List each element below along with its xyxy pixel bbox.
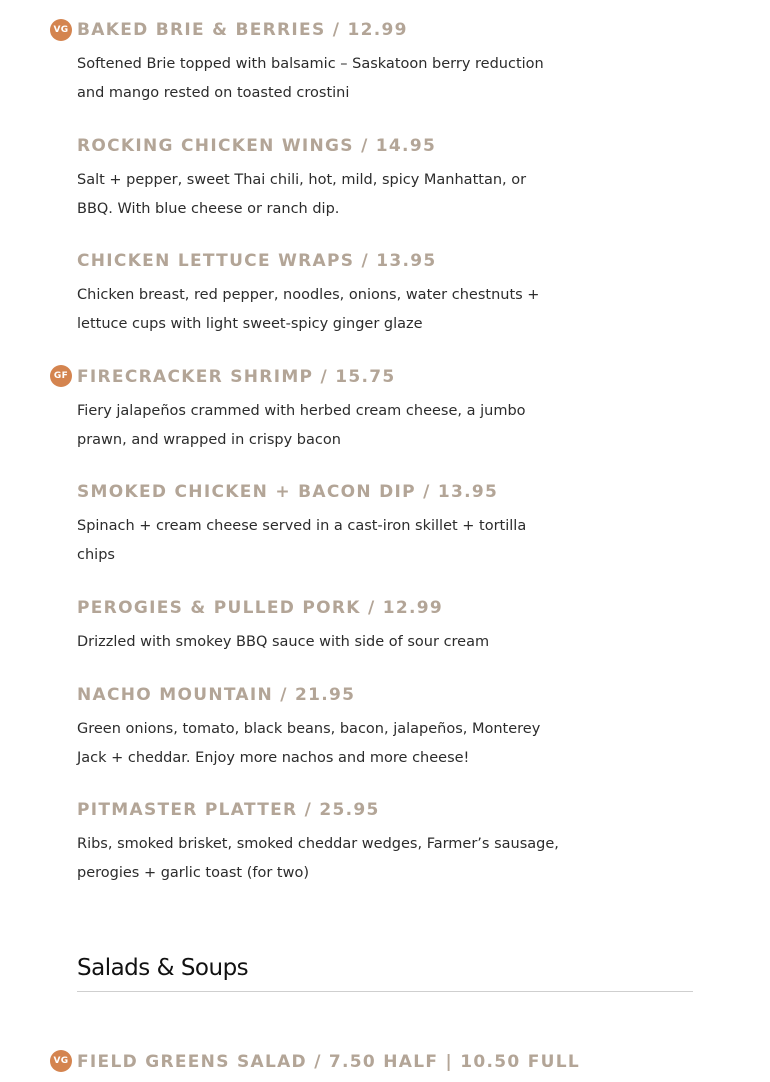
menu-item-description: Spinach + cream cheese served in a cast-iron skillet + tortilla chips (77, 518, 527, 563)
menu-item-title: FIELD GREENS SALAD / 7.50 HALF | 10.50 FULL (77, 1052, 581, 1072)
menu-item-description: Green onions, tomato, black beans, bacon, jalapeños, Monterey Jack + cheddar. Enjoy more nachos and more cheese! (77, 721, 541, 766)
menu-item-description: Chicken breast, red pepper, noodles, onions, water chestnuts + lettuce cups with light sweet-spicy ginger glaze (77, 287, 540, 332)
gluten-free-badge-icon: GF (50, 365, 72, 387)
vegetarian-badge-icon: VG (50, 19, 72, 41)
vegetarian-badge-icon: VG (50, 1050, 72, 1072)
menu-item-title: ROCKING CHICKEN WINGS / 14.95 (77, 136, 437, 156)
menu-item-description: Ribs, smoked brisket, smoked cheddar wedges, Farmer’s sausage, perogies + garlic toast (for two) (77, 836, 559, 881)
menu-item-title: BAKED BRIE & BERRIES / 12.99 (77, 20, 408, 40)
menu-item-title: PITMASTER PLATTER / 25.95 (77, 800, 380, 820)
menu-item-title: PEROGIES & PULLED PORK / 12.99 (77, 598, 443, 618)
menu-item-title: NACHO MOUNTAIN / 21.95 (77, 685, 356, 705)
section-title-salads-soups: Salads & Soups (77, 955, 249, 981)
menu-item-title: CHICKEN LETTUCE WRAPS / 13.95 (77, 251, 437, 271)
menu-item-title: FIRECRACKER SHRIMP / 15.75 (77, 367, 396, 387)
menu-item-description: Softened Brie topped with balsamic – Saskatoon berry reduction and mango rested on toasted crostini (77, 56, 544, 101)
menu-item-title: SMOKED CHICKEN + BACON DIP / 13.95 (77, 482, 499, 502)
menu-item-description: Salt + pepper, sweet Thai chili, hot, mild, spicy Manhattan, or BBQ. With blue cheese or ranch dip. (77, 172, 527, 217)
section-divider (77, 991, 693, 992)
menu-item-description: Drizzled with smokey BBQ sauce with side of sour cream (77, 634, 490, 650)
menu-item-description: Fiery jalapeños crammed with herbed cream cheese, a jumbo prawn, and wrapped in crispy bacon (77, 403, 526, 448)
